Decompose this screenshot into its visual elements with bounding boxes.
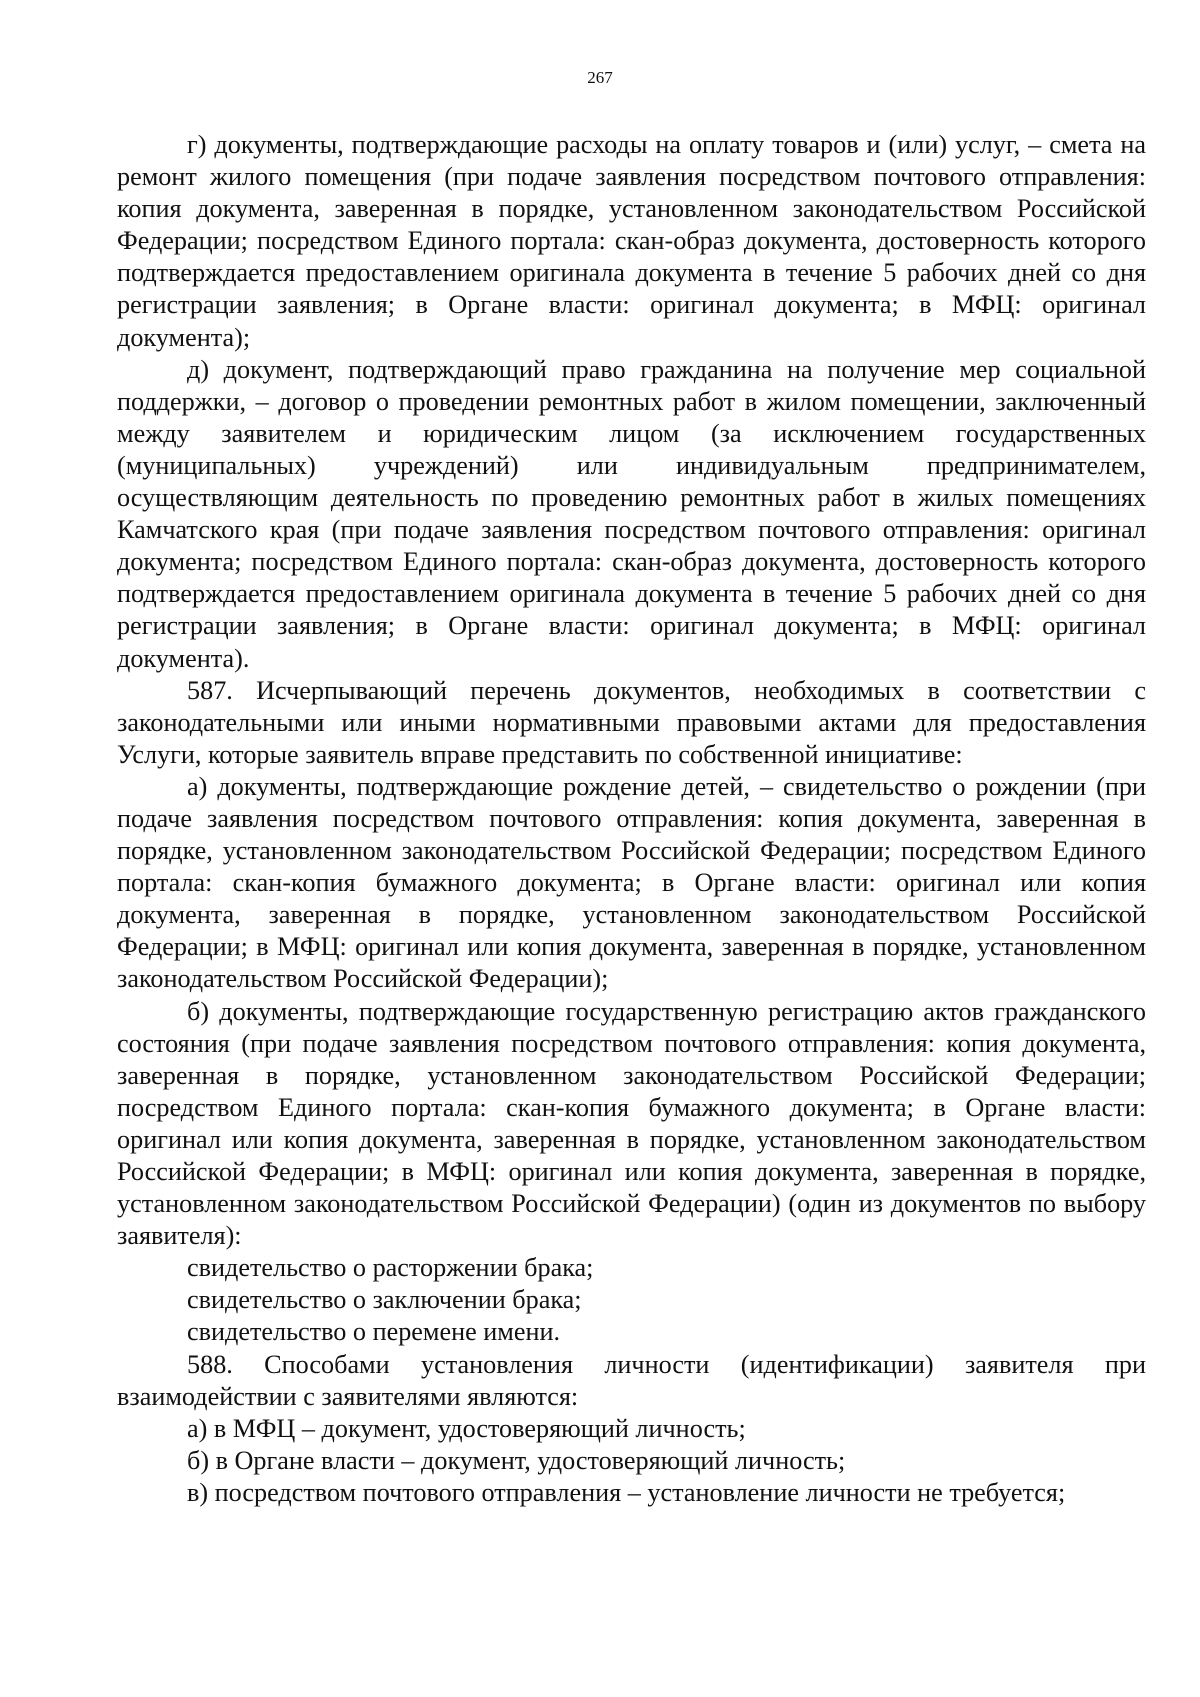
paragraph-588-identification: 588. Способами установления личности (идентификации) заявителя при взаимодействии с заявителями являются: [117,1349,1146,1411]
page-number: 267 [587,68,613,87]
list-item-marriage-certificate: свидетельство о заключении брака; [187,1285,582,1315]
list-item-mfc-identification: а) в МФЦ – документ, удостоверяющий личность; [187,1413,746,1443]
paragraph-587-exhaustive-list: 587. Исчерпывающий перечень документов, необходимых в соответствии с законодательными или иными нормативными правовыми актами для предоставления Услуги, которые заявитель вправе представить по собственной инициативе: [117,675,1146,769]
paragraph-g-expense-documents: г) документы, подтверждающие расходы на оплату товаров и (или) услуг, – смета на ремонт жилого помещения (при подаче заявления посредством почтового отправления: копия документа, заверенная в порядке, установленном законодательством Российской Федерации; посредством Единого портала: скан-образ документа, достоверность которого подтверждается предоставлением оригинала документа в течение 5 рабочих дней со дня регистрации заявления; в Органе власти: оригинал документа; в МФЦ: оригинал документа); [117,130,1146,352]
list-item-divorce-certificate: свидетельство о расторжении брака; [187,1253,594,1283]
paragraph-a-birth-documents: а) документы, подтверждающие рождение детей, – свидетельство о рождении (при подаче заявления посредством почтового отправления: копия документа, заверенная в порядке, установленном законодательством Российской Федерации; посредством Единого портала: скан-копия бумажного документа; в Органе власти: оригинал или копия документа, заверенная в порядке, установленном законодательством Российской Федерации; в МФЦ: оригинал или копия документа, заверенная в порядке, установленном законодательством Российской Федерации); [117,771,1146,994]
list-item-postal-identification: в) посредством почтового отправления – установление личности не требуется; [187,1477,1066,1507]
list-item-name-change-certificate: свидетельство о перемене имени. [187,1317,561,1347]
list-item-authority-identification: б) в Органе власти – документ, удостоверяющий личность; [187,1445,846,1475]
document-body [117,129,1146,1509]
paragraph-b-civil-registration: б) документы, подтверждающие государственную регистрацию актов гражданского состояния (при подаче заявления посредством почтового отправления: копия документа, заверенная в порядке, установленном законодательством Российской Федерации; посредством Единого портала: скан-копия бумажного документа; в Органе власти: оригинал или копия документа, заверенная в порядке, установленном законодательством Российской Федерации; в МФЦ: оригинал или копия документа, заверенная в порядке, установленном законодательством Российской Федерации) (один из документов по выбору заявителя): [117,996,1146,1251]
paragraph-d-right-document: д) документ, подтверждающий право гражданина на получение мер социальной поддержки, – договор о проведении ремонтных работ в жилом помещении, заключенный между заявителем и юридическим лицом (за исключением государственных (муниципальных) учреждений) или индивидуальным предпринимателем, осуществляющим деятельность по проведению ремонтных работ в жилых помещениях Камчатского края (при подаче заявления посредством почтового отправления: оригинал документа; посредством Единого портала: скан-образ документа, достоверность которого подтверждается предоставлением оригинала документа в течение 5 рабочих дней со дня регистрации заявления; в Органе власти: оригинал документа; в МФЦ: оригинал документа). [117,354,1146,673]
